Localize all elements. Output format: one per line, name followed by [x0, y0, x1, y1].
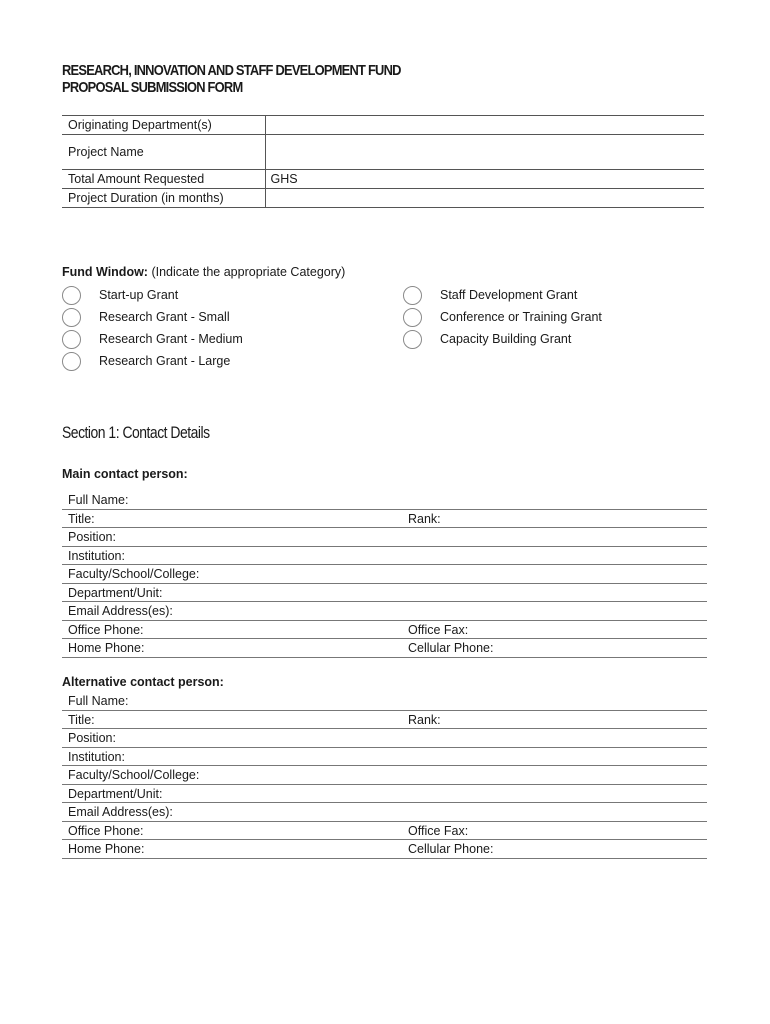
fund-option-label: Research Grant - Medium — [99, 332, 243, 346]
alt-contact-row[interactable] — [62, 711, 707, 730]
home-phone-label: Home Phone: — [68, 641, 145, 655]
alt-contact-table — [62, 692, 707, 859]
institution-label: Institution: — [68, 749, 125, 764]
originating-department-label: Originating Department(s) — [62, 116, 265, 135]
fund-options-left — [62, 284, 243, 372]
department-label: Department/Unit: — [68, 786, 163, 801]
alt-contact-row[interactable] — [62, 766, 707, 785]
fund-option-research-medium[interactable] — [62, 328, 243, 350]
alt-contact-row[interactable] — [62, 785, 707, 804]
alt-contact-row[interactable] — [62, 803, 707, 822]
main-contact-table — [62, 491, 707, 658]
fund-option-label: Start-up Grant — [99, 288, 179, 302]
alt-contact-heading: Alternative contact person: — [62, 675, 224, 689]
fund-option-capacity-building[interactable] — [403, 328, 602, 350]
office-fax-label: Office Fax: — [408, 622, 469, 637]
faculty-label: Faculty/School/College: — [68, 768, 200, 782]
fund-option-staff-development[interactable] — [403, 284, 602, 306]
alt-contact-row[interactable] — [62, 748, 707, 767]
radio-circle-icon[interactable] — [403, 330, 422, 349]
radio-circle-icon[interactable] — [62, 308, 81, 327]
rank-label: Rank: — [408, 511, 441, 526]
radio-circle-icon[interactable] — [62, 286, 81, 305]
radio-circle-icon[interactable] — [403, 308, 422, 327]
full-name-label: Full Name: — [68, 694, 129, 708]
project-info-row — [62, 170, 704, 189]
fund-option-conference-training[interactable] — [403, 306, 602, 328]
project-name-label: Project Name — [62, 135, 265, 170]
project-duration-field[interactable] — [265, 189, 704, 208]
main-contact-row[interactable] — [62, 621, 707, 640]
fund-window-heading — [62, 265, 345, 279]
total-amount-field[interactable]: GHS — [265, 170, 704, 189]
originating-department-field[interactable] — [265, 116, 704, 135]
project-info-row — [62, 189, 704, 208]
faculty-label: Faculty/School/College: — [68, 567, 200, 581]
total-amount-label: Total Amount Requested — [62, 170, 265, 189]
section-1-title: Section 1: Contact Details — [62, 423, 210, 442]
main-contact-heading: Main contact person: — [62, 467, 188, 481]
main-contact-row[interactable] — [62, 510, 707, 529]
fund-option-research-large[interactable] — [62, 350, 243, 372]
alt-contact-row[interactable] — [62, 729, 707, 748]
form-title-line-1: RESEARCH, INNOVATION AND STAFF DEVELOPMENT FUND — [62, 62, 401, 79]
position-label: Position: — [68, 530, 116, 544]
fund-window-instruction: (Indicate the appropriate Category) — [151, 265, 346, 279]
radio-circle-icon[interactable] — [62, 352, 81, 371]
cellular-phone-label: Cellular Phone: — [408, 641, 494, 655]
position-label: Position: — [68, 731, 116, 745]
home-phone-label: Home Phone: — [68, 842, 145, 856]
main-contact-row[interactable] — [62, 584, 707, 603]
cellular-phone-label: Cellular Phone: — [408, 842, 494, 856]
project-name-field[interactable] — [265, 135, 704, 170]
alt-contact-row[interactable] — [62, 840, 707, 859]
email-label: Email Address(es): — [68, 805, 173, 819]
form-title — [62, 62, 401, 96]
institution-label: Institution: — [68, 548, 125, 563]
office-fax-label: Office Fax: — [408, 823, 469, 838]
main-contact-row[interactable] — [62, 491, 707, 510]
project-duration-label: Project Duration (in months) — [62, 189, 265, 208]
fund-option-label: Staff Development Grant — [440, 288, 578, 302]
fund-options-right — [403, 284, 602, 350]
fund-option-research-small[interactable] — [62, 306, 243, 328]
main-contact-row[interactable] — [62, 639, 707, 658]
form-title-line-2: PROPOSAL SUBMISSION FORM — [62, 79, 243, 96]
fund-option-label: Research Grant - Large — [99, 354, 231, 368]
main-contact-row[interactable] — [62, 565, 707, 584]
department-label: Department/Unit: — [68, 585, 163, 600]
full-name-label: Full Name: — [68, 493, 129, 507]
radio-circle-icon[interactable] — [62, 330, 81, 349]
fund-window-label: Fund Window: — [62, 265, 148, 279]
fund-option-label: Capacity Building Grant — [440, 332, 572, 346]
email-label: Email Address(es): — [68, 604, 173, 618]
alt-contact-row[interactable] — [62, 822, 707, 841]
main-contact-row[interactable] — [62, 528, 707, 547]
main-contact-row[interactable] — [62, 547, 707, 566]
fund-option-label: Research Grant - Small — [99, 310, 230, 324]
fund-option-label: Conference or Training Grant — [440, 310, 602, 324]
office-phone-label: Office Phone: — [68, 823, 144, 838]
title-label: Title: — [68, 712, 95, 727]
fund-option-startup[interactable] — [62, 284, 243, 306]
project-info-table — [62, 115, 704, 208]
radio-circle-icon[interactable] — [403, 286, 422, 305]
main-contact-row[interactable] — [62, 602, 707, 621]
rank-label: Rank: — [408, 712, 441, 727]
title-label: Title: — [68, 511, 95, 526]
project-info-row — [62, 116, 704, 135]
project-info-row — [62, 135, 704, 170]
office-phone-label: Office Phone: — [68, 622, 144, 637]
alt-contact-row[interactable] — [62, 692, 707, 711]
